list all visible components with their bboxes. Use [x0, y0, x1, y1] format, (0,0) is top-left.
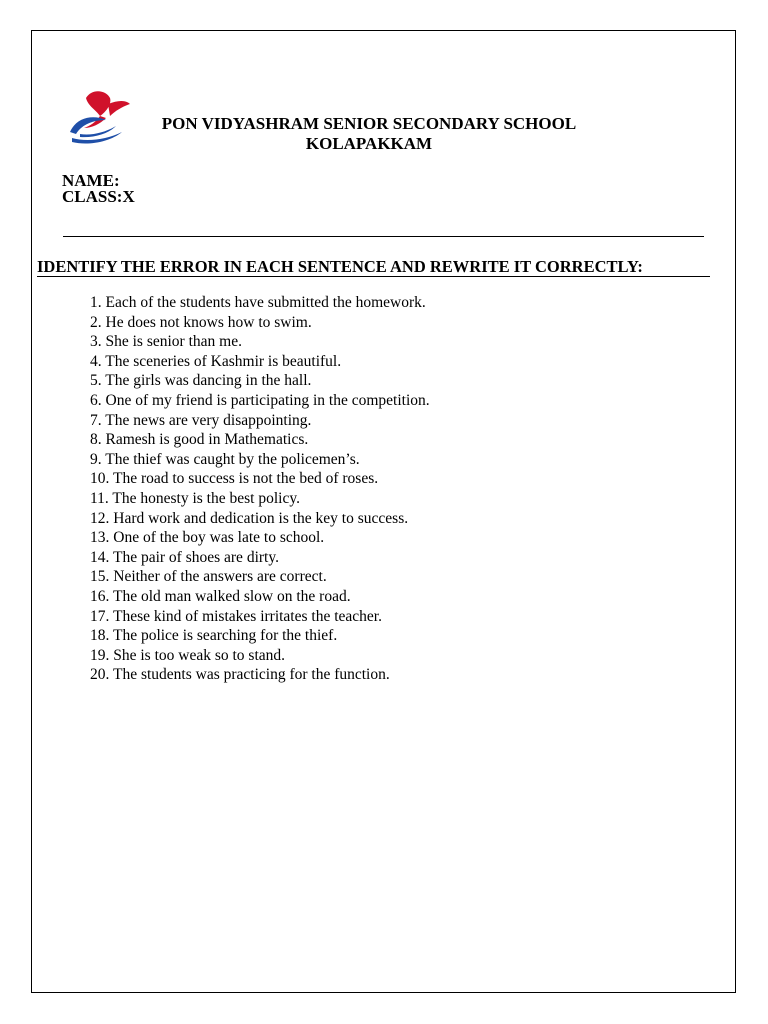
- sentence-item: 15. Neither of the answers are correct.: [90, 568, 327, 586]
- sentence-item: 8. Ramesh is good in Mathematics.: [90, 431, 309, 449]
- sentence-item: 4. The sceneries of Kashmir is beautiful.: [90, 352, 342, 370]
- sentence-item: 9. The thief was caught by the policemen’s.: [90, 450, 360, 468]
- sentence-item: 6. One of my friend is participating in the competition.: [90, 391, 430, 409]
- sentence-item: 17. These kind of mistakes irritates the teacher.: [90, 607, 382, 625]
- school-name: PON VIDYASHRAM SENIOR SECONDARY SCHOOL: [161, 114, 577, 133]
- sentence-item: 13. One of the boy was late to school.: [90, 529, 325, 547]
- sentence-item: 18. The police is searching for the thief.: [90, 627, 338, 645]
- sentence-item: 10. The road to success is not the bed of roses.: [90, 470, 379, 488]
- divider-line: [63, 236, 704, 237]
- sentence-item: 7. The news are very disappointing.: [90, 411, 312, 429]
- sentence-item: 16. The old man walked slow on the road.: [90, 587, 351, 605]
- sentence-item: 1. Each of the students have submitted the homework.: [90, 294, 426, 311]
- instruction-underline: [37, 276, 710, 277]
- sentence-item: 20. The students was practicing for the function.: [90, 666, 390, 684]
- sentence-item: 12. Hard work and dedication is the key to success.: [90, 509, 409, 527]
- sentence-item: 11. The honesty is the best policy.: [90, 489, 300, 507]
- sentence-item: 14. The pair of shoes are dirty.: [90, 548, 279, 566]
- sentence-list: [90, 293, 430, 685]
- class-field-label: CLASS:X: [62, 187, 135, 206]
- sentence-item: 2. He does not knows how to swim.: [90, 313, 312, 331]
- name-field-label: NAME:: [62, 171, 120, 190]
- sentence-item: 3. She is senior than me.: [90, 333, 242, 351]
- instruction-heading: IDENTIFY THE ERROR IN EACH SENTENCE AND REWRITE IT CORRECTLY:: [37, 257, 643, 276]
- sentence-item: 5. The girls was dancing in the hall.: [90, 372, 312, 390]
- school-location: KOLAPAKKAM: [305, 134, 433, 153]
- sentence-item: 19. She is too weak so to stand.: [90, 646, 286, 664]
